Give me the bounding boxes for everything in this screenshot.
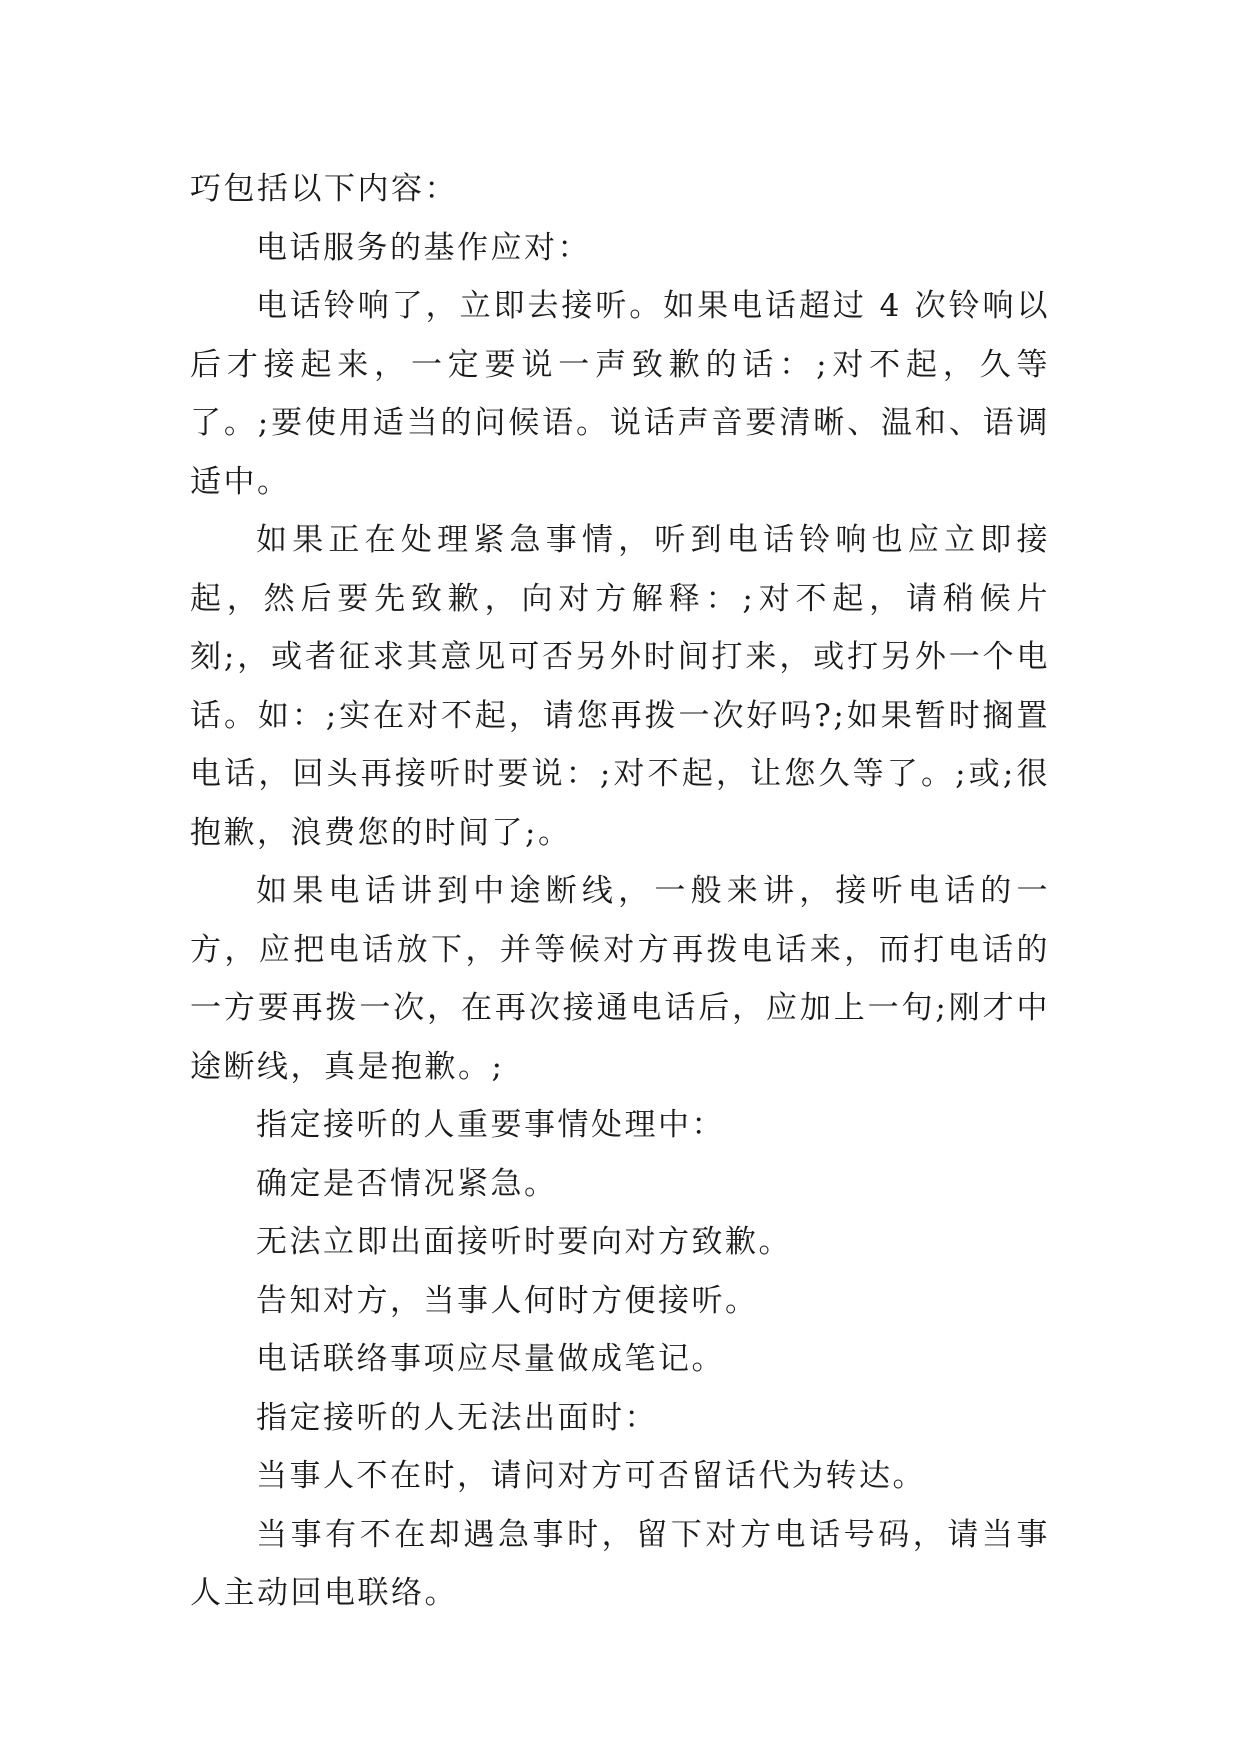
list-item: 当事人不在时，请问对方可否留话代为转达。	[256, 1458, 926, 1494]
list-item: 电话联络事项应尽量做成笔记。	[256, 1341, 725, 1377]
list-item: 确定是否情况紧急。	[256, 1165, 558, 1202]
paragraph: 如果电话讲到中途断线，一般来讲，接听电话的一方，应把电话放下，并等候对方再拨电话来，而打电话的一方要再拨一次，在再次接通电话后，应加上一句;刚才中途断线，真是抱歉。;	[190, 873, 1050, 1085]
paragraph: 电话铃响了，立即去接听。如果电话超过 4 次铃响以后才接起来，一定要说一声致歉的话：;对不起，久等了。;要使用适当的问候语。说话声音要清晰、温和、语调适中。	[190, 288, 1050, 500]
list-item: 当事有不在却遇急事时，留下对方电话号码，请当事人主动回电联络。	[190, 1516, 1050, 1611]
paragraph: 如果正在处理紧急事情，听到电话铃响也应立即接起，然后要先致歉，向对方解释：;对不起，请稍候片刻;，或者征求其意见可否另外时间打来，或打另外一个电话。如：;实在对不起，请您再拨一次好吗?;如果暂时搁置电话，回头再接听时要说：;对不起，让您久等了。;或;很抱歉，浪费您的时间了;。	[190, 522, 1050, 851]
section-heading: 电话服务的基作应对：	[256, 229, 591, 266]
paragraph: 巧包括以下内容：	[190, 171, 458, 207]
list-item: 无法立即出面接听时要向对方致歉。	[256, 1224, 792, 1260]
section-heading: 指定接听的人无法出面时：	[256, 1399, 658, 1436]
document-body	[190, 160, 1050, 1623]
section-heading: 指定接听的人重要事情处理中：	[256, 1107, 725, 1143]
list-item: 告知对方，当事人何时方便接听。	[256, 1282, 759, 1319]
